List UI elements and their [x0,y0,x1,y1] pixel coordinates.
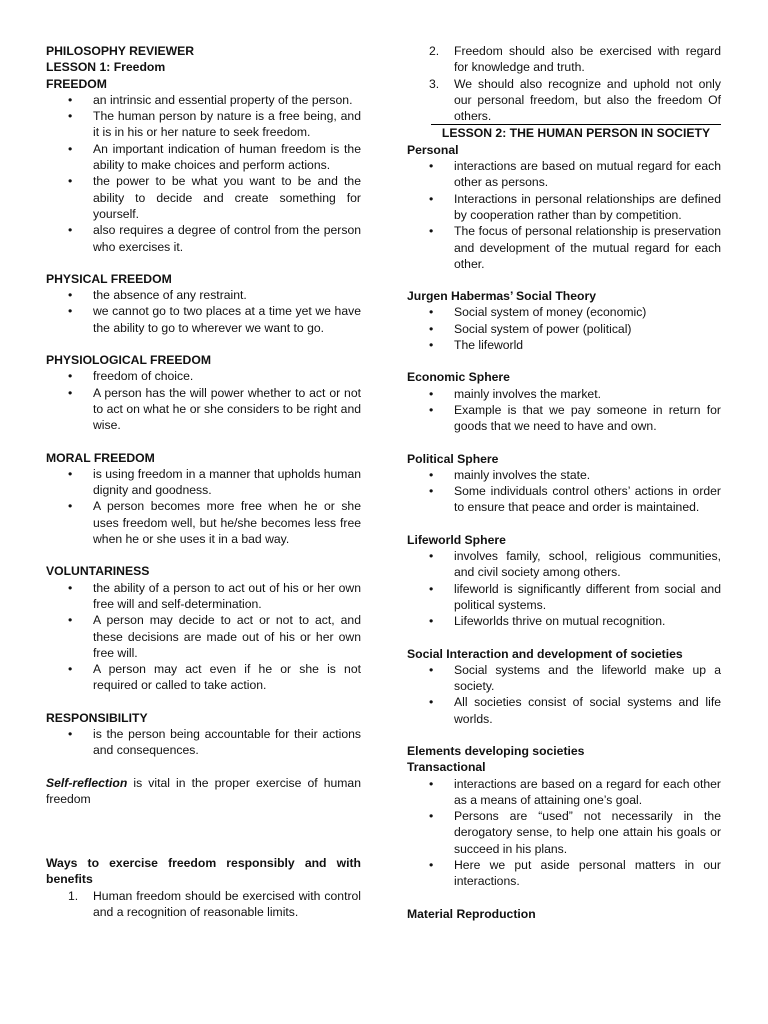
list-number: 2. [429,44,440,58]
list-item [407,76,721,125]
transactional-list [407,776,721,890]
list-item: • the ability of a person to act out of his or her own free will and self-determination. [46,580,361,613]
self-reflection-text: is vital in the proper exercise of human freedom [46,775,361,806]
list-item: • is using freedom in a manner that upholds human dignity and goodness. [46,466,361,499]
economic-sphere-list [407,386,721,435]
list-item: • the absence of any restraint. [46,287,361,303]
list-item: • lifeworld is significantly different from social and political systems. [407,581,721,614]
list-item: • A person may decide to act or not to act, and these decisions are made out of his or her own free will. [46,612,361,661]
list-item [46,888,361,921]
elements-heading: Elements developing societies [407,743,585,758]
list-item: • mainly involves the state. [407,467,721,483]
list-item: • interactions are based on mutual regard for each other as persons. [407,158,721,191]
list-item: • Persons are “used” not necessarily in the derogatory sense, to help one attain his goals or succeed in his plans. [407,808,721,857]
personal-heading: Personal [407,142,459,157]
list-item: • the power to be what you want to be and the ability to decide and create something for yourself. [46,173,361,222]
material-reproduction-heading: Material Reproduction [407,906,536,921]
list-item: • is the person being accountable for their actions and consequences. [46,726,361,759]
list-item: • Example is that we pay someone in return for goods that we need to have and own. [407,402,721,435]
left-column [46,43,361,920]
voluntariness-list [46,580,361,694]
list-item: • Interactions in personal relationships are defined by cooperation rather than by competition. [407,191,721,224]
list-item: • Some individuals control others’ actions in order to ensure that peace and order is maintained. [407,483,721,516]
social-interaction-heading: Social Interaction and development of societies [407,646,683,661]
political-sphere-list [407,467,721,516]
list-item: • The human person by nature is a free being, and it is in his or her nature to seek freedom. [46,108,361,141]
list-item: • The focus of personal relationship is preservation and development of the mutual regard for each other. [407,223,721,272]
list-text: Human freedom should be exercised with control and a recognition of reasonable limits. [93,888,361,920]
list-text: Freedom should also be exercised with regard for knowledge and truth. [454,44,721,75]
list-item: • also requires a degree of control from the person who exercises it. [46,222,361,255]
list-item: • mainly involves the market. [407,386,721,402]
personal-list [407,158,721,272]
social-interaction-list [407,662,721,727]
list-item: • A person may act even if he or she is not required or called to take action. [46,661,361,694]
list-item: • A person becomes more free when he or she uses freedom well, but he/she becomes less free when he or she uses it in a bad way. [46,498,361,547]
responsibility-list [46,726,361,759]
list-item: • interactions are based on a regard for each other as a means of attaining one’s goal. [407,776,721,809]
list-number: 3. [429,76,440,91]
responsibility-heading: RESPONSIBILITY [46,710,148,725]
list-item: • Social systems and the lifeworld make up a society. [407,662,721,695]
habermas-heading: Jurgen Habermas’ Social Theory [407,289,596,304]
lifeworld-sphere-list [407,548,721,629]
political-sphere-heading: Political Sphere [407,451,499,466]
habermas-list [407,304,721,353]
ways-list [46,888,361,921]
physiological-freedom-heading: PHYSIOLOGICAL FREEDOM [46,353,211,368]
document-title: PHILOSOPHY REVIEWER [46,44,195,58]
list-item: • Here we put aside personal matters in our interactions. [407,857,721,890]
lesson-2-heading: LESSON 2: THE HUMAN PERSON IN SOCIETY [431,124,721,141]
list-item: • An important indication of human freedom is the ability to make choices and perform actions. [46,141,361,174]
self-reflection-paragraph [46,775,361,808]
ways-heading: Ways to exercise freedom responsibly and with benefits [46,856,361,887]
list-item: • involves family, school, religious communities, and civil society among others. [407,548,721,581]
list-text: We should also recognize and uphold not only our personal freedom, but also the freedom Of others. [454,76,721,124]
lesson-1-heading: LESSON 1: Freedom [46,60,166,75]
list-item [407,43,721,76]
economic-sphere-heading: Economic Sphere [407,370,510,385]
list-item: • freedom of choice. [46,368,361,384]
lifeworld-sphere-heading: Lifeworld Sphere [407,532,506,547]
list-item: • we cannot go to two places at a time yet we have the ability to go to wherever we want to go. [46,303,361,336]
freedom-list [46,92,361,255]
freedom-heading: FREEDOM [46,76,107,91]
list-item: • an intrinsic and essential property of the person. [46,92,361,108]
transactional-subheading: Transactional [407,760,486,775]
ways-list-continued [407,43,721,124]
voluntariness-heading: VOLUNTARINESS [46,564,150,579]
list-number: 1. [68,888,79,903]
physical-freedom-list [46,287,361,336]
moral-freedom-heading: MORAL FREEDOM [46,450,155,465]
list-item: • All societies consist of social systems and life worlds. [407,694,721,727]
list-item: • The lifeworld [407,337,721,353]
physical-freedom-heading: PHYSICAL FREEDOM [46,271,172,286]
moral-freedom-list [46,466,361,547]
list-item: • Social system of power (political) [407,321,721,337]
physiological-freedom-list [46,368,361,433]
list-item: • Lifeworlds thrive on mutual recognition. [407,613,721,629]
right-column [407,43,721,922]
self-reflection-term: Self-reflection [46,775,128,790]
list-item: • A person has the will power whether to act or not to act on what he or she considers to be right and wise. [46,385,361,434]
list-item: • Social system of money (economic) [407,304,721,320]
